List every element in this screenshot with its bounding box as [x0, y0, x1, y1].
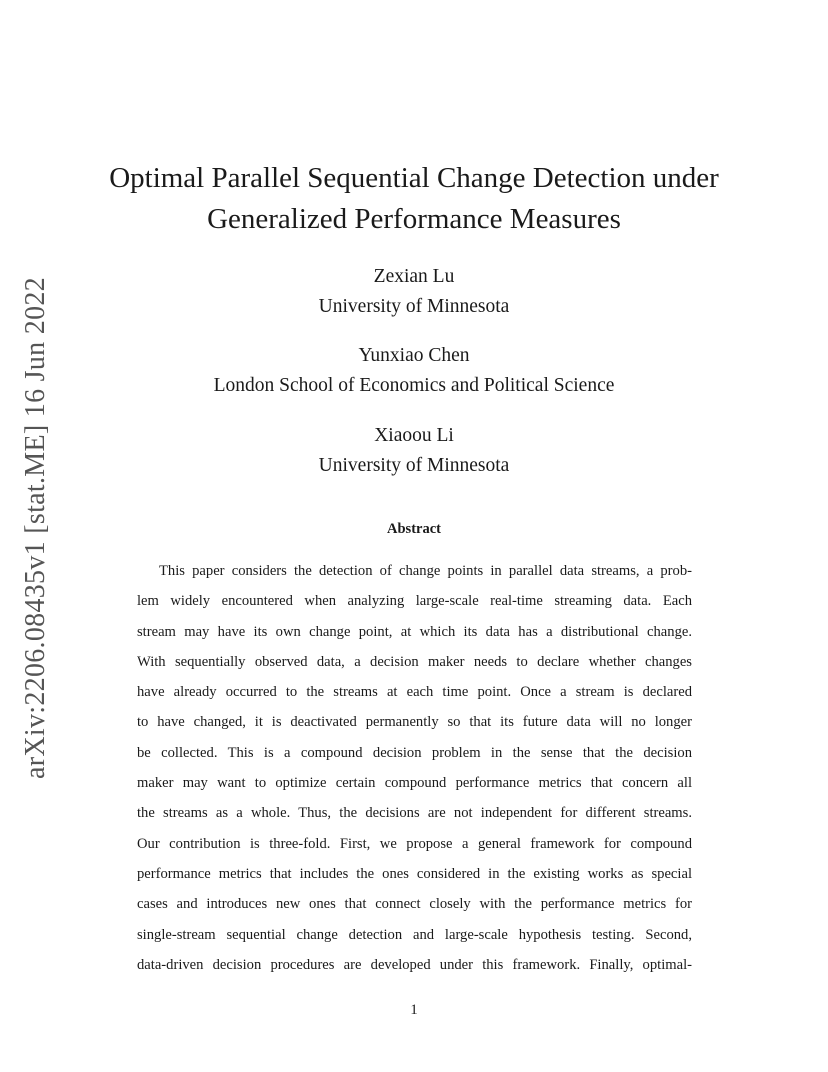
- title-line: Optimal Parallel Sequential Change Detection under: [109, 162, 719, 194]
- paper-title: [60, 158, 768, 240]
- abstract-line: cases and introduces new ones that connect closely with the performance metrics for: [137, 896, 692, 913]
- abstract-line: stream may have its own change point, at which its data has a distributional change.: [137, 623, 692, 640]
- abstract-line: single-stream sequential change detection and large-scale hypothesis testing. Second,: [137, 926, 692, 943]
- abstract-body: [137, 556, 692, 980]
- author-name: Yunxiao Chen: [358, 345, 470, 366]
- abstract-line: the streams as a whole. Thus, the decisions are not independent for different streams.: [137, 805, 692, 822]
- arxiv-identifier-stamp: arXiv:2206.08435v1 [stat.ME] 16 Jun 2022: [20, 277, 51, 779]
- abstract-line: performance metrics that includes the ones considered in the existing works as special: [137, 865, 692, 882]
- page-number: 1: [410, 1002, 418, 1018]
- author-affiliation: University of Minnesota: [318, 296, 510, 317]
- abstract-line: This paper considers the detection of change points in parallel data streams, a prob-: [159, 563, 692, 579]
- author-affiliation: London School of Economics and Political Science: [213, 375, 615, 396]
- abstract-line: data-driven decision procedures are developed under this framework. Finally, optimal-: [137, 956, 692, 973]
- abstract-line: be collected. This is a compound decision problem in the sense that the decision: [137, 744, 692, 761]
- abstract-line: to have changed, it is deactivated permanently so that its future data will no longer: [137, 714, 692, 731]
- abstract-line: maker may want to optimize certain compound performance metrics that concern all: [137, 775, 692, 792]
- abstract-line: have already occurred to the streams at each time point. Once a stream is declared: [137, 684, 692, 701]
- abstract-line: lem widely encountered when analyzing large-scale real-time streaming data. Each: [137, 593, 692, 610]
- author-block: [60, 341, 768, 401]
- author-block: [60, 421, 768, 481]
- author-block: [60, 262, 768, 322]
- author-affiliation: University of Minnesota: [318, 455, 510, 476]
- title-line: Generalized Performance Measures: [207, 203, 621, 235]
- abstract-line: Our contribution is three-fold. First, we propose a general framework for compound: [137, 835, 692, 852]
- abstract-heading: Abstract: [387, 521, 441, 537]
- abstract-line: With sequentially observed data, a decision maker needs to declare whether changes: [137, 653, 692, 670]
- author-name: Xiaoou Li: [374, 425, 454, 446]
- author-name: Zexian Lu: [373, 266, 455, 287]
